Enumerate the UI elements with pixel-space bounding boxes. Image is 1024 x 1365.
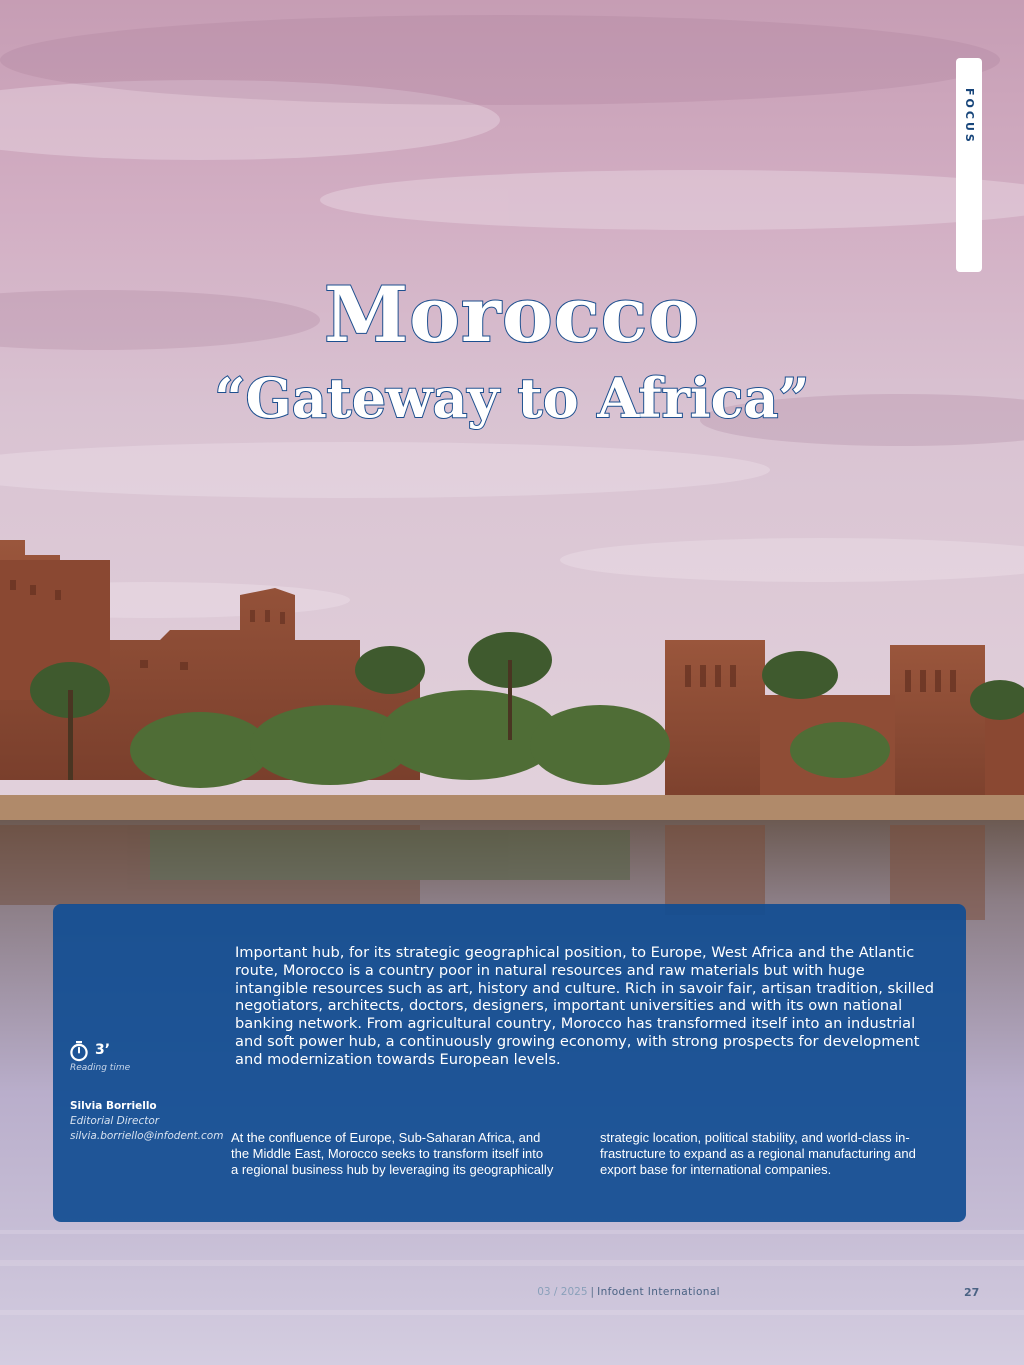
body-column-1: At the confluence of Europe, Sub-Saharan Africa, and the Middle East, Morocco seeks to transform itself into a regional business hub by leveraging its geographically <box>231 1130 554 1177</box>
section-tab-label: FOCUS <box>963 88 976 145</box>
stopwatch-icon <box>68 1040 90 1062</box>
subheadline: “Gateway to Africa” <box>214 366 810 430</box>
page-number: 27 <box>964 1286 980 1299</box>
footer-issue: 03 / 2025 <box>537 1286 588 1298</box>
author-role: Editorial Director <box>70 1115 160 1127</box>
footer-separator: | <box>590 1286 595 1298</box>
page-footer <box>0 1286 1024 1302</box>
intro-paragraph: Important hub, for its strategic geographical position, to Europe, West Africa and the Atlantic route, Morocco is a country poor in natural resources and raw materials but with huge intangible resources such as art, history and culture. Rich in savoir fair, artisan tradition, skilled negotiators, architects, doctors, designers, important universities and with its own national banking network. From agricultural country, Morocco has transformed itself into an industrial and soft power hub, a continuously growing economy, with strong prospects for development and modernization towards European levels. <box>235 944 934 1068</box>
footer-magazine: Infodent International <box>597 1286 720 1298</box>
author-email-link[interactable]: silvia.borriello@infodent.com <box>70 1130 224 1142</box>
headline: Morocco <box>324 270 700 359</box>
reading-time-value: 3’ <box>95 1042 111 1058</box>
body-column-2: strategic location, political stability, and world-class in- frastructure to expand as a regional manufacturing and export base for international companies. <box>600 1130 916 1177</box>
author-name: Silvia Borriello <box>70 1100 157 1112</box>
reading-time-label: Reading time <box>70 1063 131 1073</box>
footer-credit <box>300 1286 720 1298</box>
